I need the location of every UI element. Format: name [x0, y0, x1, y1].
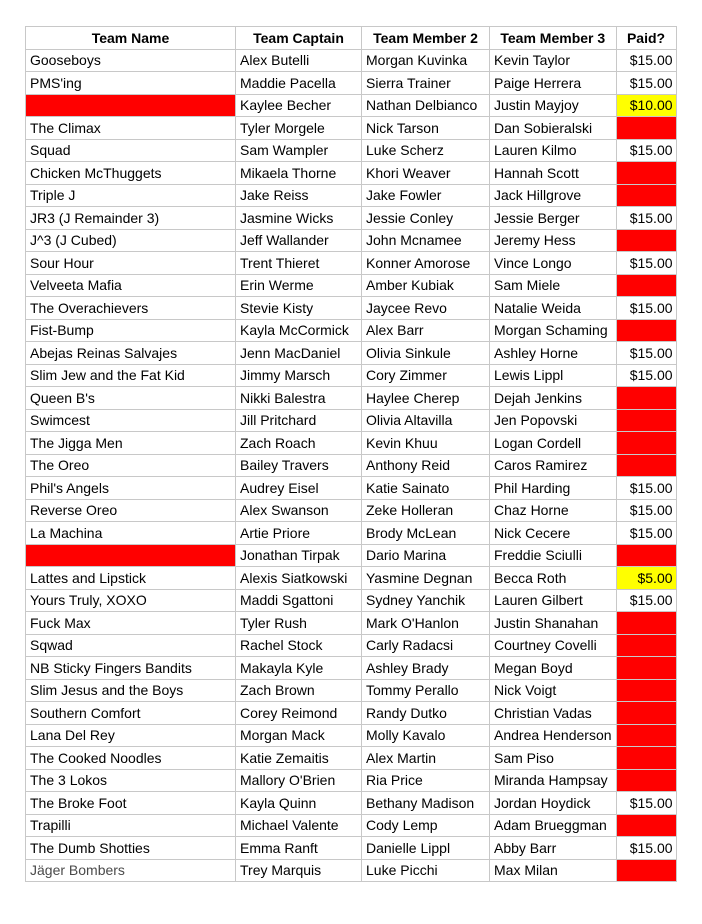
cell-paid[interactable]: [616, 657, 676, 680]
cell-team-member-3[interactable]: Dejah Jenkins: [490, 387, 617, 410]
table-row: [26, 634, 677, 657]
cell-paid[interactable]: $15.00: [616, 342, 676, 365]
cell-team-member-3[interactable]: Courtney Covelli: [490, 634, 617, 657]
table-row: [26, 94, 677, 117]
table-row: [26, 792, 677, 815]
cell-team-member-2[interactable]: Khori Weaver: [362, 162, 490, 185]
cell-team-name[interactable]: Slim Jew and the Fat Kid: [26, 364, 236, 387]
cell-team-name[interactable]: [26, 94, 236, 117]
cell-team-name[interactable]: La Machina: [26, 522, 236, 545]
cell-team-captain[interactable]: Bailey Travers: [236, 454, 362, 477]
cell-team-member-3[interactable]: Dan Sobieralski: [490, 117, 617, 140]
cell-team-captain[interactable]: Trent Thieret: [236, 252, 362, 275]
cell-team-captain[interactable]: Jeff Wallander: [236, 229, 362, 252]
cell-team-member-2[interactable]: Nathan Delbianco: [362, 94, 490, 117]
cell-team-member-3[interactable]: Megan Boyd: [490, 657, 617, 680]
cell-team-member-2[interactable]: Jaycee Revo: [362, 297, 490, 320]
table-row: [26, 184, 677, 207]
table-row: [26, 544, 677, 567]
team-roster-table: [25, 26, 677, 882]
cell-team-member-2[interactable]: Jessie Conley: [362, 207, 490, 230]
cell-paid[interactable]: $5.00: [616, 567, 676, 590]
cell-team-captain[interactable]: Stevie Kisty: [236, 297, 362, 320]
table-row: [26, 162, 677, 185]
cell-team-captain[interactable]: Zach Brown: [236, 679, 362, 702]
table-row: [26, 364, 677, 387]
cell-team-member-2[interactable]: Nick Tarson: [362, 117, 490, 140]
cell-team-member-2[interactable]: Kevin Khuu: [362, 432, 490, 455]
cell-team-member-2[interactable]: Dario Marina: [362, 544, 490, 567]
cell-team-member-3[interactable]: Becca Roth: [490, 567, 617, 590]
cell-team-name[interactable]: Sour Hour: [26, 252, 236, 275]
table-row: [26, 117, 677, 140]
cell-team-member-3[interactable]: Morgan Schaming: [490, 319, 617, 342]
table-row: [26, 72, 677, 95]
table-row: [26, 319, 677, 342]
cell-paid[interactable]: [616, 162, 676, 185]
cell-team-member-2[interactable]: Yasmine Degnan: [362, 567, 490, 590]
table-row: [26, 274, 677, 297]
cell-team-captain[interactable]: Sam Wampler: [236, 139, 362, 162]
cell-paid[interactable]: [616, 319, 676, 342]
cell-paid[interactable]: $15.00: [616, 499, 676, 522]
cell-paid[interactable]: [616, 432, 676, 455]
cell-team-member-2[interactable]: Danielle Lippl: [362, 837, 490, 860]
cell-team-member-3[interactable]: Chaz Horne: [490, 499, 617, 522]
cell-team-member-3[interactable]: Abby Barr: [490, 837, 617, 860]
cell-team-captain[interactable]: Jill Pritchard: [236, 409, 362, 432]
table-row: [26, 724, 677, 747]
cell-team-name[interactable]: Fuck Max: [26, 612, 236, 635]
cell-team-captain[interactable]: Maddi Sgattoni: [236, 589, 362, 612]
cell-team-captain[interactable]: Katie Zemaitis: [236, 747, 362, 770]
cell-paid[interactable]: [616, 702, 676, 725]
cell-team-member-2[interactable]: Haylee Cherep: [362, 387, 490, 410]
cell-team-name[interactable]: Gooseboys: [26, 49, 236, 72]
cell-team-member-3[interactable]: Jen Popovski: [490, 409, 617, 432]
cell-team-member-3[interactable]: Miranda Hampsay: [490, 769, 617, 792]
cell-team-captain[interactable]: Makayla Kyle: [236, 657, 362, 680]
cell-team-member-2[interactable]: Brody McLean: [362, 522, 490, 545]
spreadsheet: [25, 26, 677, 882]
cell-team-member-3[interactable]: Lauren Gilbert: [490, 589, 617, 612]
table-row: [26, 522, 677, 545]
cell-team-name[interactable]: Lana Del Rey: [26, 724, 236, 747]
cell-team-member-3[interactable]: Jordan Hoydick: [490, 792, 617, 815]
cell-team-name[interactable]: The Overachievers: [26, 297, 236, 320]
cell-team-name[interactable]: NB Sticky Fingers Bandits: [26, 657, 236, 680]
cell-team-name[interactable]: The Dumb Shotties: [26, 837, 236, 860]
cell-team-captain[interactable]: Mikaela Thorne: [236, 162, 362, 185]
table-row: [26, 814, 677, 837]
cell-team-member-3[interactable]: Justin Shanahan: [490, 612, 617, 635]
cell-paid[interactable]: [616, 117, 676, 140]
cell-team-name[interactable]: Reverse Oreo: [26, 499, 236, 522]
cell-team-name[interactable]: Squad: [26, 139, 236, 162]
cell-team-member-2[interactable]: Bethany Madison: [362, 792, 490, 815]
cell-team-member-2[interactable]: Zeke Holleran: [362, 499, 490, 522]
cell-team-member-3[interactable]: Freddie Sciulli: [490, 544, 617, 567]
cell-paid[interactable]: $15.00: [616, 207, 676, 230]
cell-team-name[interactable]: The Broke Foot: [26, 792, 236, 815]
cell-team-name[interactable]: Slim Jesus and the Boys: [26, 679, 236, 702]
table-row: [26, 859, 677, 882]
cell-team-member-2[interactable]: Cory Zimmer: [362, 364, 490, 387]
cell-team-member-3[interactable]: Jessie Berger: [490, 207, 617, 230]
cell-team-captain[interactable]: Jake Reiss: [236, 184, 362, 207]
cell-team-name[interactable]: The Jigga Men: [26, 432, 236, 455]
cell-team-member-2[interactable]: Alex Barr: [362, 319, 490, 342]
cell-team-captain[interactable]: Alex Swanson: [236, 499, 362, 522]
cell-team-captain[interactable]: Rachel Stock: [236, 634, 362, 657]
cell-team-captain[interactable]: Corey Reimond: [236, 702, 362, 725]
cell-team-captain[interactable]: Trey Marquis: [236, 859, 362, 882]
cell-team-captain[interactable]: Kayla Quinn: [236, 792, 362, 815]
cell-team-member-3[interactable]: Kevin Taylor: [490, 49, 617, 72]
cell-paid[interactable]: [616, 184, 676, 207]
cell-team-name[interactable]: Southern Comfort: [26, 702, 236, 725]
cell-team-member-2[interactable]: Carly Radacsi: [362, 634, 490, 657]
cell-team-name[interactable]: The 3 Lokos: [26, 769, 236, 792]
cell-team-captain[interactable]: Zach Roach: [236, 432, 362, 455]
cell-team-name[interactable]: [26, 544, 236, 567]
cell-team-member-2[interactable]: Amber Kubiak: [362, 274, 490, 297]
cell-paid[interactable]: $15.00: [616, 72, 676, 95]
cell-team-name[interactable]: Yours Truly, XOXO: [26, 589, 236, 612]
cell-team-name[interactable]: Abejas Reinas Salvajes: [26, 342, 236, 365]
cell-team-member-2[interactable]: Katie Sainato: [362, 477, 490, 500]
table-row: [26, 252, 677, 275]
cell-paid[interactable]: [616, 454, 676, 477]
table-body: [26, 49, 677, 882]
cell-team-name[interactable]: The Oreo: [26, 454, 236, 477]
cell-team-captain[interactable]: Alexis Siatkowski: [236, 567, 362, 590]
cell-paid[interactable]: [616, 859, 676, 882]
cell-team-member-2[interactable]: Molly Kavalo: [362, 724, 490, 747]
header-paid[interactable]: Paid?: [616, 27, 676, 50]
cell-team-member-2[interactable]: Randy Dutko: [362, 702, 490, 725]
table-row: [26, 49, 677, 72]
cell-team-member-3[interactable]: Justin Mayjoy: [490, 94, 617, 117]
cell-team-member-3[interactable]: Sam Piso: [490, 747, 617, 770]
table-row: [26, 139, 677, 162]
cell-team-name[interactable]: Lattes and Lipstick: [26, 567, 236, 590]
cell-paid[interactable]: $15.00: [616, 49, 676, 72]
header-row: [26, 27, 677, 50]
header-team-member-2[interactable]: Team Member 2: [362, 27, 490, 50]
cell-team-member-3[interactable]: Caros Ramirez: [490, 454, 617, 477]
cell-team-member-3[interactable]: Ashley Horne: [490, 342, 617, 365]
cell-paid[interactable]: $15.00: [616, 589, 676, 612]
cell-paid[interactable]: $15.00: [616, 252, 676, 275]
cell-team-name[interactable]: Fist-Bump: [26, 319, 236, 342]
cell-team-member-2[interactable]: Luke Picchi: [362, 859, 490, 882]
cell-paid[interactable]: $15.00: [616, 522, 676, 545]
cell-team-member-2[interactable]: Luke Scherz: [362, 139, 490, 162]
header-team-captain[interactable]: Team Captain: [236, 27, 362, 50]
table-row: [26, 207, 677, 230]
cell-team-member-2[interactable]: Sydney Yanchik: [362, 589, 490, 612]
cell-team-member-2[interactable]: Jake Fowler: [362, 184, 490, 207]
cell-team-name[interactable]: Phil's Angels: [26, 477, 236, 500]
cell-team-member-2[interactable]: Olivia Sinkule: [362, 342, 490, 365]
cell-team-member-3[interactable]: Phil Harding: [490, 477, 617, 500]
cell-team-name[interactable]: J^3 (J Cubed): [26, 229, 236, 252]
cell-team-name[interactable]: Chicken McThuggets: [26, 162, 236, 185]
table-row: [26, 387, 677, 410]
table-row: [26, 409, 677, 432]
cell-team-name[interactable]: PMS'ing: [26, 72, 236, 95]
cell-paid[interactable]: [616, 769, 676, 792]
cell-team-member-3[interactable]: Andrea Henderson: [490, 724, 617, 747]
cell-team-member-3[interactable]: Nick Voigt: [490, 679, 617, 702]
cell-paid[interactable]: [616, 544, 676, 567]
cell-team-captain[interactable]: Artie Priore: [236, 522, 362, 545]
cell-team-member-3[interactable]: Lewis Lippl: [490, 364, 617, 387]
table-row: [26, 769, 677, 792]
table-row: [26, 229, 677, 252]
cell-team-member-2[interactable]: Mark O'Hanlon: [362, 612, 490, 635]
cell-team-member-2[interactable]: Sierra Trainer: [362, 72, 490, 95]
cell-team-captain[interactable]: Erin Werme: [236, 274, 362, 297]
cell-team-captain[interactable]: Michael Valente: [236, 814, 362, 837]
cell-team-member-2[interactable]: Ashley Brady: [362, 657, 490, 680]
cell-team-member-3[interactable]: Nick Cecere: [490, 522, 617, 545]
cell-paid[interactable]: [616, 724, 676, 747]
table-row: [26, 477, 677, 500]
cell-team-name[interactable]: JR3 (J Remainder 3): [26, 207, 236, 230]
table-row: [26, 747, 677, 770]
cell-team-member-3[interactable]: Jack Hillgrove: [490, 184, 617, 207]
cell-team-captain[interactable]: Mallory O'Brien: [236, 769, 362, 792]
cell-paid[interactable]: [616, 814, 676, 837]
cell-team-member-3[interactable]: Christian Vadas: [490, 702, 617, 725]
cell-team-member-2[interactable]: Alex Martin: [362, 747, 490, 770]
cell-paid[interactable]: [616, 229, 676, 252]
cell-team-captain[interactable]: Alex Butelli: [236, 49, 362, 72]
cell-team-captain[interactable]: Kayla McCormick: [236, 319, 362, 342]
cell-paid[interactable]: [616, 747, 676, 770]
table-row: [26, 297, 677, 320]
table-row: [26, 657, 677, 680]
cell-team-member-2[interactable]: Olivia Altavilla: [362, 409, 490, 432]
cell-team-member-2[interactable]: John Mcnamee: [362, 229, 490, 252]
cell-team-name[interactable]: Jäger Bombers: [26, 859, 236, 882]
cell-team-name[interactable]: Trapilli: [26, 814, 236, 837]
cell-team-member-2[interactable]: Anthony Reid: [362, 454, 490, 477]
table-row: [26, 837, 677, 860]
cell-paid[interactable]: $15.00: [616, 297, 676, 320]
cell-team-captain[interactable]: Jimmy Marsch: [236, 364, 362, 387]
cell-team-captain[interactable]: Jenn MacDaniel: [236, 342, 362, 365]
cell-paid[interactable]: $15.00: [616, 477, 676, 500]
cell-paid[interactable]: $10.00: [616, 94, 676, 117]
cell-team-member-3[interactable]: Adam Brueggman: [490, 814, 617, 837]
cell-team-member-2[interactable]: Morgan Kuvinka: [362, 49, 490, 72]
cell-team-name[interactable]: The Cooked Noodles: [26, 747, 236, 770]
cell-team-captain[interactable]: Nikki Balestra: [236, 387, 362, 410]
cell-paid[interactable]: [616, 612, 676, 635]
cell-team-member-3[interactable]: Natalie Weida: [490, 297, 617, 320]
cell-team-member-3[interactable]: Paige Herrera: [490, 72, 617, 95]
table-row: [26, 679, 677, 702]
cell-paid[interactable]: [616, 634, 676, 657]
table-row: [26, 342, 677, 365]
cell-paid[interactable]: [616, 387, 676, 410]
cell-team-captain[interactable]: Audrey Eisel: [236, 477, 362, 500]
cell-paid[interactable]: $15.00: [616, 139, 676, 162]
table-row: [26, 499, 677, 522]
cell-team-captain[interactable]: Tyler Rush: [236, 612, 362, 635]
cell-team-captain[interactable]: Tyler Morgele: [236, 117, 362, 140]
cell-team-name[interactable]: Swimcest: [26, 409, 236, 432]
cell-team-member-3[interactable]: Hannah Scott: [490, 162, 617, 185]
cell-paid[interactable]: [616, 409, 676, 432]
table-row: [26, 432, 677, 455]
cell-team-captain[interactable]: Jonathan Tirpak: [236, 544, 362, 567]
cell-team-member-3[interactable]: Sam Miele: [490, 274, 617, 297]
cell-team-captain[interactable]: Emma Ranft: [236, 837, 362, 860]
cell-team-name[interactable]: Queen B's: [26, 387, 236, 410]
cell-paid[interactable]: $15.00: [616, 792, 676, 815]
table-row: [26, 567, 677, 590]
cell-paid[interactable]: [616, 679, 676, 702]
cell-team-member-2[interactable]: Ria Price: [362, 769, 490, 792]
cell-team-name[interactable]: Velveeta Mafia: [26, 274, 236, 297]
cell-paid[interactable]: $15.00: [616, 837, 676, 860]
cell-team-name[interactable]: The Climax: [26, 117, 236, 140]
cell-team-member-2[interactable]: Tommy Perallo: [362, 679, 490, 702]
cell-team-member-3[interactable]: Max Milan: [490, 859, 617, 882]
cell-team-captain[interactable]: Kaylee Becher: [236, 94, 362, 117]
cell-team-member-3[interactable]: Jeremy Hess: [490, 229, 617, 252]
cell-team-member-2[interactable]: Cody Lemp: [362, 814, 490, 837]
cell-team-member-3[interactable]: Logan Cordell: [490, 432, 617, 455]
header-team-name[interactable]: Team Name: [26, 27, 236, 50]
cell-team-member-3[interactable]: Vince Longo: [490, 252, 617, 275]
cell-paid[interactable]: [616, 274, 676, 297]
table-row: [26, 612, 677, 635]
table-row: [26, 702, 677, 725]
cell-team-captain[interactable]: Maddie Pacella: [236, 72, 362, 95]
cell-team-name[interactable]: Triple J: [26, 184, 236, 207]
cell-team-captain[interactable]: Morgan Mack: [236, 724, 362, 747]
cell-team-captain[interactable]: Jasmine Wicks: [236, 207, 362, 230]
cell-team-name[interactable]: Sqwad: [26, 634, 236, 657]
cell-paid[interactable]: $15.00: [616, 364, 676, 387]
cell-team-member-3[interactable]: Lauren Kilmo: [490, 139, 617, 162]
header-team-member-3[interactable]: Team Member 3: [490, 27, 617, 50]
table-row: [26, 454, 677, 477]
cell-team-member-2[interactable]: Konner Amorose: [362, 252, 490, 275]
table-row: [26, 589, 677, 612]
